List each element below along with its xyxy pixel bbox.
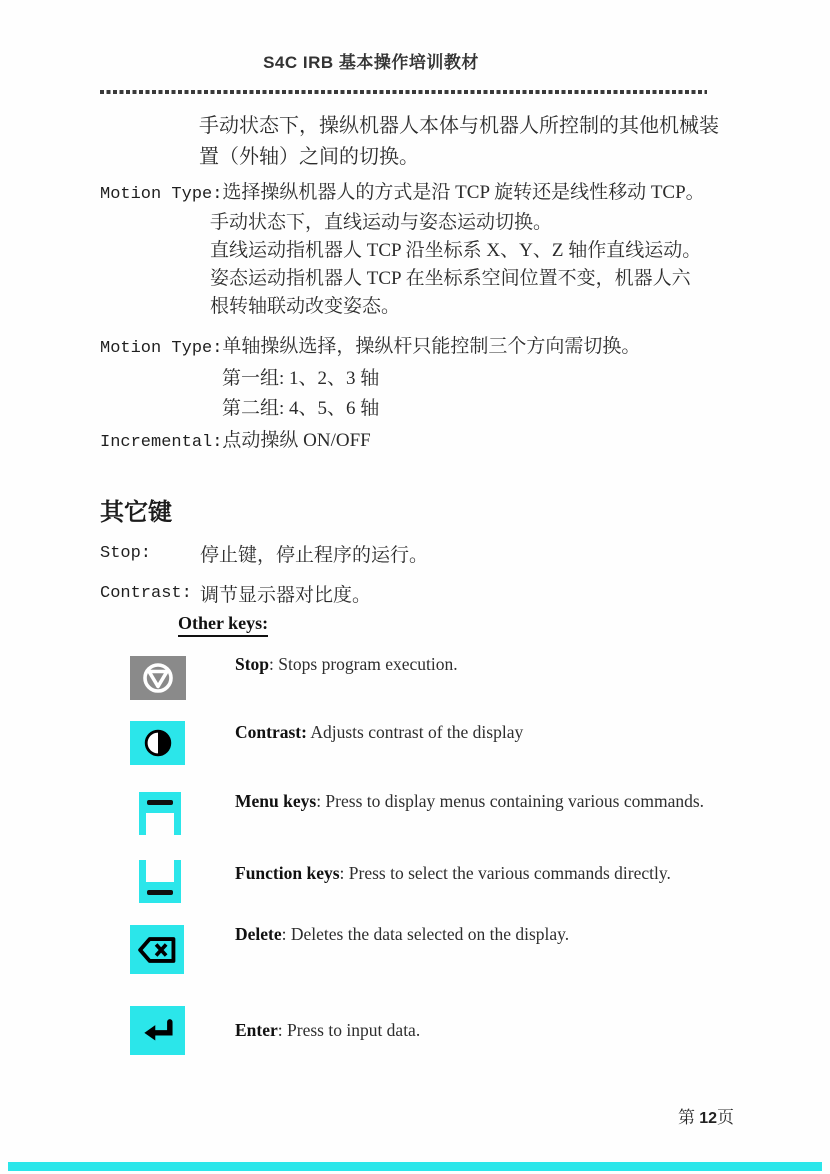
contrast-symbol-icon	[141, 726, 175, 760]
key-name: Function keys	[235, 863, 340, 883]
delete-key-icon	[130, 925, 184, 974]
entry-line	[100, 427, 750, 457]
menu-keys-row	[235, 791, 704, 812]
other-keys-heading-zh: 其它键	[100, 500, 172, 526]
entry-line: 第二组: 4、5、6 轴	[222, 398, 380, 419]
backspace-symbol-icon	[136, 934, 178, 966]
incremental-entry	[100, 427, 750, 457]
contrast-row-zh	[100, 581, 700, 606]
entry-text: 选择操纵机器人的方式是沿 TCP 旋转还是线性移动 TCP。	[222, 182, 705, 203]
key-desc: : Press to display menus containing various commands.	[316, 791, 705, 811]
entry-label: Incremental:	[100, 433, 223, 452]
intro-paragraph	[199, 111, 759, 173]
stop-row-zh	[100, 541, 700, 566]
page-number-value: 12	[699, 1110, 718, 1127]
motion-type-entry-2	[100, 332, 750, 424]
entry-line: 第一组: 1、2、3 轴	[222, 368, 380, 389]
key-desc: : Press to input data.	[277, 1020, 421, 1040]
menu-keys-icon	[139, 792, 181, 835]
contrast-key-row	[235, 722, 523, 743]
function-keys-icon	[139, 860, 181, 903]
stop-symbol-icon	[136, 660, 180, 696]
key-dash-icon	[147, 800, 173, 805]
intro-line: 置（外轴）之间的切换。	[199, 146, 419, 168]
motion-type-entry-1	[100, 179, 750, 321]
key-desc: Adjusts contrast of the display	[306, 722, 524, 742]
key-name: Enter	[235, 1020, 278, 1040]
entry-line: 姿态运动指机器人 TCP 在坐标系空间位置不变，机器人六	[210, 268, 691, 289]
function-key-outline	[139, 860, 181, 882]
key-label: Contrast:	[100, 584, 192, 603]
page-number	[678, 1103, 734, 1128]
contrast-key-icon	[130, 721, 185, 765]
delete-key-row	[235, 924, 569, 945]
key-desc: : Press to select the various commands directly.	[339, 863, 671, 883]
function-key-bar	[139, 882, 181, 903]
key-name: Stop	[235, 654, 270, 674]
entry-text: 点动操纵 ON/OFF	[222, 430, 371, 451]
key-name: Delete	[235, 924, 282, 944]
entry-line: 直线运动指机器人 TCP 沿坐标系 X、Y、Z 轴作直线运动。	[210, 240, 702, 261]
page-number-prefix: 第	[678, 1108, 700, 1127]
stop-key-icon	[130, 656, 186, 700]
key-name: Contrast:	[235, 722, 307, 742]
menu-key-outline	[139, 813, 181, 835]
scan-artifact-bar	[8, 1162, 822, 1171]
entry-line	[100, 179, 750, 209]
enter-symbol-icon	[138, 1015, 178, 1047]
menu-key-bar	[139, 792, 181, 813]
key-label: Stop:	[100, 544, 152, 563]
other-keys-heading-en: Other keys:	[178, 613, 268, 637]
entry-line: 根转轴联动改变姿态。	[210, 296, 401, 317]
entry-line: 手动状态下，直线运动与姿态运动切换。	[210, 212, 553, 233]
key-desc: 停止键，停止程序的运行。	[200, 545, 429, 566]
page-number-suffix: 页	[717, 1108, 735, 1127]
entry-line	[100, 332, 750, 364]
key-desc: : Stops program execution.	[269, 654, 458, 674]
function-keys-row	[235, 863, 671, 884]
key-name: Menu keys	[235, 791, 317, 811]
key-dash-icon	[147, 890, 173, 895]
entry-text: 单轴操纵选择，操纵杆只能控制三个方向需切换。	[222, 336, 641, 357]
enter-key-icon	[130, 1006, 185, 1055]
key-desc: : Deletes the data selected on the display.	[281, 924, 570, 944]
header-divider	[100, 90, 707, 94]
stop-key-row	[235, 654, 458, 675]
key-desc: 调节显示器对比度。	[200, 585, 372, 606]
entry-label: Motion Type:	[100, 185, 223, 204]
page-title: S4C IRB 基本操作培训教材	[263, 53, 479, 72]
enter-key-row	[235, 1020, 420, 1041]
entry-label: Motion Type:	[100, 339, 223, 358]
intro-line: 手动状态下，操纵机器人本体与机器人所控制的其他机械装	[199, 115, 719, 137]
